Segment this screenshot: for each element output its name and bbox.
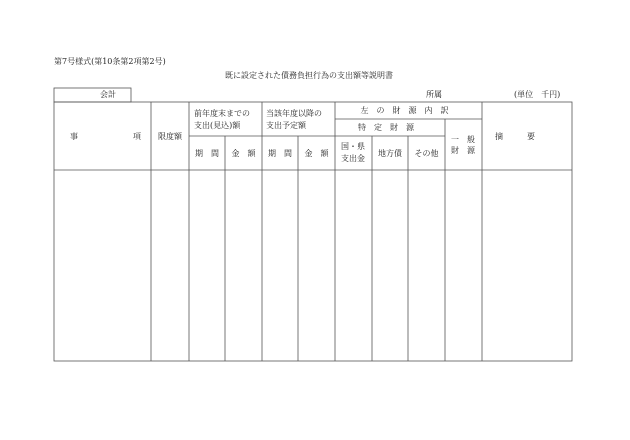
other-header: その他 [414,148,439,158]
national-prefectural-header-line1: 国・県 [341,142,365,151]
current-planned-header-line2: 支出予定額 [266,121,306,130]
specific-funding-header: 特定財源 [358,123,422,132]
amount-header: 金 額 [231,148,256,158]
period-header-2: 期 間 [268,148,292,158]
current-planned-header-line1: 当該年度以降の [266,109,322,118]
general-funding-header-line1: 一 般 [451,135,475,144]
unit-label: (単位 千円) [514,90,561,99]
document-title: 既に設定された債務負担行為の支出額等説明書 [225,71,393,80]
national-prefectural-header-line2: 支出金 [341,154,365,163]
jurisdiction-label: 所属 [426,90,442,99]
general-funding-header-line2: 財 源 [451,146,475,155]
item-header-right: 項 [133,132,141,141]
account-label: 会計 [100,90,116,99]
remarks-header: 摘 要 [495,132,535,141]
limit-amount-header: 限度額 [158,131,182,141]
form-number: 第7号様式(第10条第2項第2号) [54,57,166,66]
prior-expenditure-header-line1: 前年度末までの [194,109,250,118]
period-header: 期 間 [195,148,219,158]
funding-breakdown-header: 左の財源内訳 [360,106,457,115]
item-header-left: 事 [70,132,78,141]
prior-expenditure-header-line2: 支出(見込)額 [194,121,241,130]
account-box [54,88,131,102]
local-bonds-header: 地方債 [378,148,402,158]
amount-header-2: 金 額 [304,148,329,158]
